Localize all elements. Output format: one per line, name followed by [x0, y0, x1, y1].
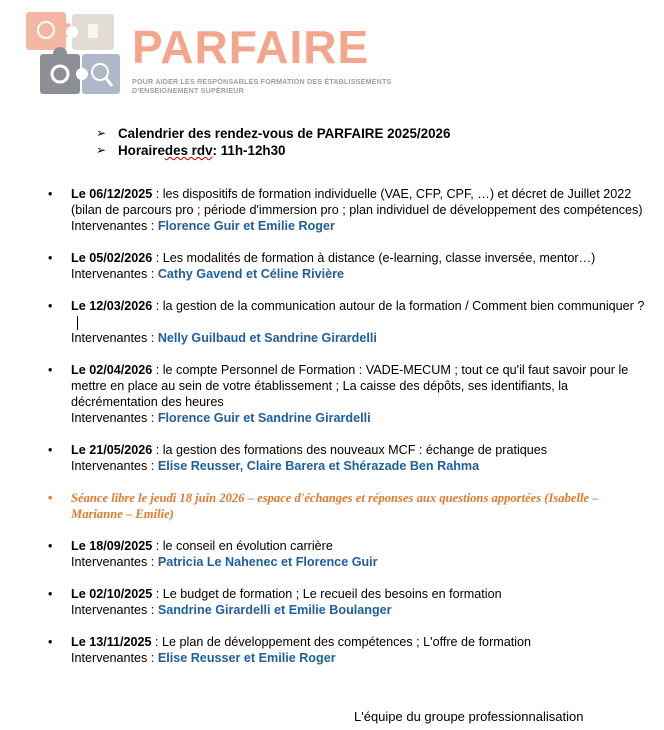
session-speakers: Patricia Le Nahenec et Florence Guir — [157, 555, 378, 569]
session-topic: : Le budget de formation ; Le recueil des besoins en formation — [152, 587, 502, 601]
session-item — [48, 634, 648, 666]
session-item — [48, 586, 648, 618]
session-speakers: Elise Reusser et Emilie Roger — [157, 651, 336, 665]
session-speakers: Sandrine Girardelli et Emilie Boulanger — [157, 603, 392, 617]
signature: L'équipe du groupe professionnalisation — [354, 709, 584, 724]
text-cursor — [77, 316, 78, 330]
session-topic: : Les modalités de formation à distance (e-learning, classe inversée, mentor…) — [152, 251, 596, 265]
arrow-bullet-icon: ➢ — [96, 143, 107, 157]
bullet-icon: • — [48, 539, 53, 553]
bullet-icon: • — [48, 491, 53, 505]
logo-tagline: POUR AIDER LES RESPONSABLES FORMATION DES ÉTABLISSEMENTS D'ENSEIGNEMENT SUPÉRIEUR — [132, 77, 392, 95]
session-item — [48, 298, 648, 346]
sessions-list — [48, 186, 648, 666]
session-item — [48, 186, 648, 234]
intervenantes-label: Intervenantes : — [71, 459, 158, 473]
intervenantes-label: Intervenantes : — [71, 331, 158, 345]
puzzle-icon — [20, 8, 124, 100]
bullet-icon: • — [48, 443, 53, 457]
session-topic: : le conseil en évolution carrière — [152, 539, 333, 553]
session-date: Le 02/10/2025 — [71, 587, 153, 601]
session-topic: : la gestion des formations des nouveaux MCF : échange de pratiques — [152, 443, 548, 457]
session-speakers: Cathy Gavend et Céline Rivière — [157, 267, 344, 281]
intervenantes-label: Intervenantes : — [71, 555, 158, 569]
session-topic: : la gestion de la communication autour de la formation / Comment bien communiquer ? — [152, 299, 645, 313]
session-item — [48, 442, 648, 474]
bullet-icon: • — [48, 187, 53, 201]
session-topic: : le compte Personnel de Formation : VADE-MECUM ; tout ce qu'il faut savoir pour le mettre en place au sein de votre établissement ; La caisse des dépôts, ses identifiants, la décrémentation des heures — [71, 363, 629, 409]
session-topic: : les dispositifs de formation individuelle (VAE, CFP, CPF, …) et décret de Juillet 2022 (bilan de parcours pro ; période d'immersion pro ; plan individuel de développement des compétences) — [71, 187, 643, 217]
session-speakers: Elise Reusser, Claire Barera et Shérazade Ben Rahma — [157, 459, 480, 473]
hours-prefix: Horaire — [118, 143, 165, 158]
session-date: Le 02/04/2026 — [71, 363, 153, 377]
intervenantes-label: Intervenantes : — [71, 267, 158, 281]
session-date: Le 13/11/2025 — [71, 635, 152, 649]
session-date: Le 21/05/2026 — [71, 443, 153, 457]
bullet-icon: • — [48, 251, 53, 265]
hours-underlined: des rdv — [164, 143, 213, 158]
session-speakers: Florence Guir et Emilie Roger — [157, 219, 335, 233]
session-date: Le 06/12/2025 — [71, 187, 153, 201]
calendar-heading — [96, 125, 450, 142]
bullet-icon: • — [48, 587, 53, 601]
hours-suffix: : 11h-12h30 — [212, 143, 286, 158]
bullet-icon: • — [48, 363, 53, 377]
calendar-title: Calendrier des rendez-vous de PARFAIRE 2025/2026 — [118, 126, 451, 141]
session-item — [48, 250, 648, 282]
free-session-text: Séance libre le jeudi 18 juin 2026 – espace d'échanges et réponses aux questions apportées (Isabelle – Marianne – Emilie) — [71, 491, 599, 521]
session-speakers: Nelly Guilbaud et Sandrine Girardelli — [157, 331, 377, 345]
session-item — [48, 538, 648, 570]
calendar-headings — [96, 125, 450, 159]
intervenantes-label: Intervenantes : — [71, 411, 158, 425]
session-topic: : Le plan de développement des compétences ; L'offre de formation — [151, 635, 532, 649]
intervenantes-label: Intervenantes : — [71, 219, 158, 233]
free-session-item — [48, 490, 648, 522]
arrow-bullet-icon: ➢ — [96, 126, 107, 140]
bullet-icon: • — [48, 299, 53, 313]
hours-heading — [96, 142, 450, 159]
intervenantes-label: Intervenantes : — [71, 651, 158, 665]
session-date: Le 12/03/2026 — [71, 299, 153, 313]
session-item — [48, 362, 648, 426]
intervenantes-label: Intervenantes : — [71, 603, 158, 617]
session-speakers: Florence Guir et Sandrine Girardelli — [157, 411, 371, 425]
logo-title: PARFAIRE — [132, 21, 370, 73]
session-date: Le 05/02/2026 — [71, 251, 153, 265]
parfaire-logo — [20, 8, 392, 100]
bullet-icon: • — [48, 635, 53, 649]
session-date: Le 18/09/2025 — [71, 539, 153, 553]
